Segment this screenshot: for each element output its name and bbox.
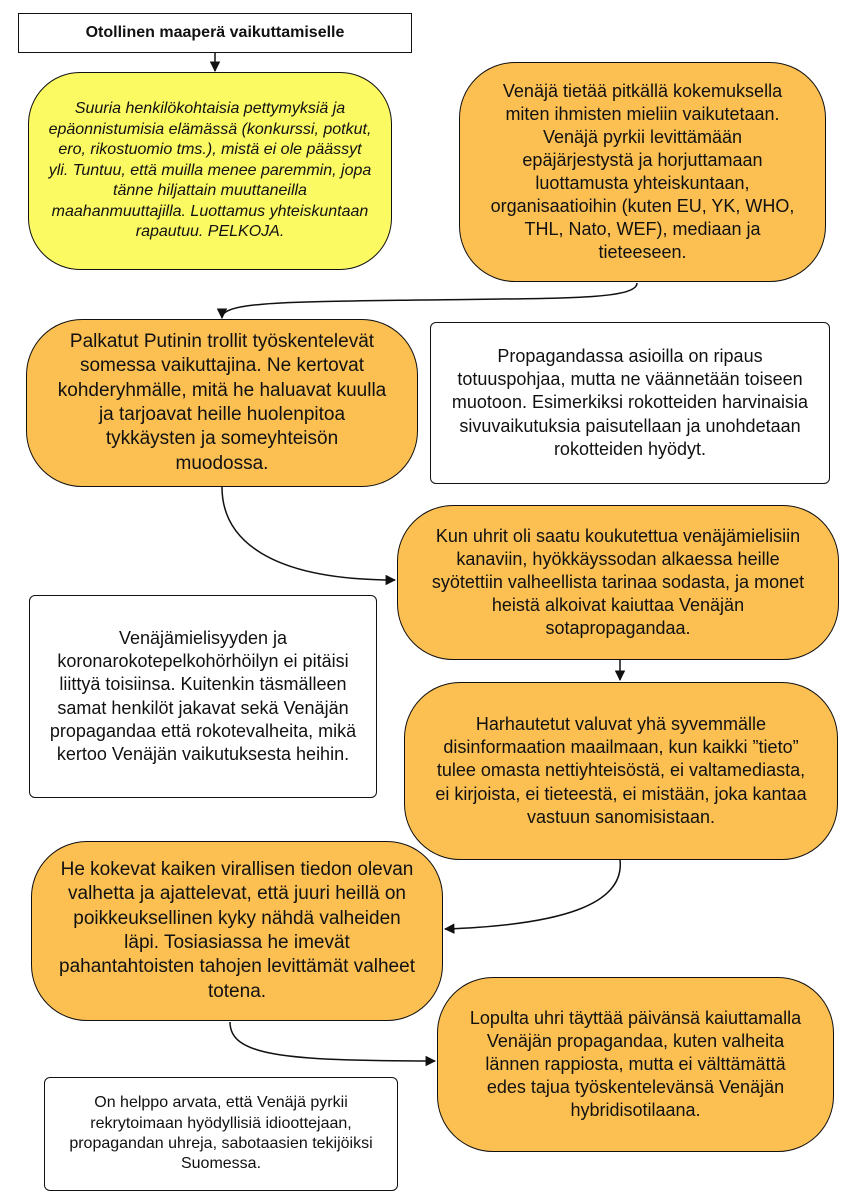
arrow-trolls-to-hooked	[222, 487, 395, 580]
russia-knows-box	[459, 62, 826, 282]
title-text: Otollinen maaperä vaikuttamiselle	[85, 23, 345, 41]
finally-text: Lopulta uhri täyttää päivänsä kaiuttamalla Venäjän propagandaa, kuten valheita lännen rappiosta, mutta ei välttämättä edes tajua työskentelevänsä Venäjän hybridisotilaana.	[469, 1007, 802, 1121]
deceived-box	[404, 682, 838, 860]
russia-knows-text: Venäjä tietää pitkällä kokemuksella miten ihmisten mieliin vaikutetaan. Venäjä pyrkii levittämään epäjärjestystä ja horjuttamaan luottamusta yhteiskuntaan, organisaatioihin (kuten EU, YK, WHO, THL, Nato, WEF), mediaan ja tieteeseen.	[490, 80, 795, 263]
yellow-box-text: Suuria henkilökohtaisia pettymyksiä ja epäonnistumisia elämässä (konkurssi, potkut, ero, rikostuomio tms.), mistä ei ole päässyt yli. Tuntuu, että muilla menee paremmin, jopa tänne hiljattain muuttaneilla maahanmuuttajilla. Luottamus yhteiskuntaan rapautuu. PELKOJA.	[48, 100, 372, 241]
propaganda-truth-box	[430, 322, 830, 484]
trolls-text: Palkatut Putinin trollit työskentelevät somessa vaikuttajina. Ne kertovat kohderyhmälle, mitä he haluavat kuulla ja tarjoavat heille huolenpitoa tykkäysten ja someyhteisön muodossa.	[57, 331, 387, 474]
hooked-text: Kun uhrit oli saatu koukutettua venäjämielisiin kanaviin, hyökkäyssodan alkaessa heille syötettiin valheellista tarinaa sodasta, ja monet heistä alkoivat kaiuttaa Venäjän sotapropagandaa.	[431, 525, 805, 639]
deceived-text: Harhautetut valuvat yhä syvemmälle disinformaation maailmaan, kun kaikki ”tieto” tulee omasta nettiyhteisöstä, ei valtamediasta, ei kirjoista, ei tieteestä, ei mistään, joka kantaa vastuun sanomisistaan.	[435, 714, 807, 827]
arrow-deceived-to-official	[445, 860, 620, 929]
link-note-box	[29, 595, 377, 798]
official-info-box	[31, 841, 443, 1021]
official-info-text: He kokevat kaiken virallisen tiedon olevan valhetta ja ajattelevat, että juuri heillä on poikkeuksellinen kyky nähdä valheiden läpi. Tosiasiassa he imevät pahantahtoisten tahojen levittämät valheet totena.	[59, 859, 415, 1002]
propaganda-truth-text: Propagandassa asioilla on ripaus totuuspohjaa, mutta ne väännetään toiseen muotoon. Esimerkiksi rokotteiden harvinaisia sivuvaikutuksia paisutellaan ja unohdetaan rokotteiden hyödyt.	[451, 346, 809, 459]
title-box	[18, 13, 412, 53]
arrow-official-to-finally	[230, 1022, 435, 1061]
arrow-russia-to-trolls	[222, 283, 637, 318]
trolls-box	[26, 319, 418, 487]
finally-box	[437, 977, 834, 1152]
recruit-note-box	[44, 1077, 398, 1191]
recruit-note-text: On helppo arvata, että Venäjä pyrkii rekrytoimaan hyödyllisiä idioottejaan, propagandan uhreja, sabotaasien tekijöiksi Suomessa.	[69, 1094, 373, 1173]
link-note-text: Venäjämielisyyden ja koronarokotepelkohörhöilyn ei pitäisi liittyä toisiinsa. Kuitenkin täsmälleen samat henkilöt jakavat sekä Venäjän propagandaa että rokotevalheita, mikä kertoo Venäjän vaikutuksesta heihin.	[49, 628, 357, 764]
yellow-risk-factors-box	[28, 72, 392, 270]
hooked-box	[397, 505, 839, 660]
